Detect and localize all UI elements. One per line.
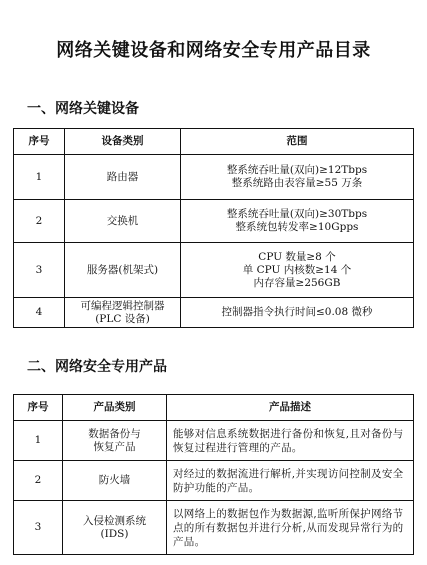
table-row [14, 298, 414, 328]
product-category: 防火墙 [63, 461, 167, 501]
row-number: 2 [14, 461, 63, 501]
network-devices-table [13, 128, 414, 328]
table-row [14, 243, 414, 298]
device-category: 交换机 [65, 200, 181, 243]
row-number: 3 [14, 501, 63, 555]
table-row [14, 461, 414, 501]
row-number: 2 [14, 200, 65, 243]
row-number: 1 [14, 155, 65, 200]
security-products-table [13, 394, 414, 555]
table-row [14, 501, 414, 555]
header-product-description: 产品描述 [167, 395, 414, 421]
product-category: 入侵检测系统 (IDS) [63, 501, 167, 555]
table-header-row [14, 395, 414, 421]
device-scope: 整系统吞吐量(双向)≥12Tbps 整系统路由表容量≥55 万条 [181, 155, 414, 200]
section-heading-network-devices: 一、网络关键设备 [27, 101, 139, 117]
product-description: 能够对信息系统数据进行备份和恢复,且对备份与恢复过程进行管理的产品。 [167, 421, 414, 461]
row-number: 4 [14, 298, 65, 328]
product-description: 对经过的数据流进行解析,并实现访问控制及安全防护功能的产品。 [167, 461, 414, 501]
header-product-category: 产品类别 [63, 395, 167, 421]
section-heading-security-products: 二、网络安全专用产品 [27, 359, 167, 375]
table-row [14, 155, 414, 200]
header-scope: 范围 [181, 129, 414, 155]
device-scope: 控制器指令执行时间≤0.08 微秒 [181, 298, 414, 328]
device-category: 服务器(机架式) [65, 243, 181, 298]
device-scope: 整系统吞吐量(双向)≥30Tbps 整系统包转发率≥10Gpps [181, 200, 414, 243]
product-description: 以网络上的数据包作为数据源,监听所保护网络节点的所有数据包并进行分析,从而发现异常行为的产品。 [167, 501, 414, 555]
header-no: 序号 [14, 129, 65, 155]
row-number: 1 [14, 421, 63, 461]
table-row [14, 200, 414, 243]
page-title: 网络关键设备和网络安全专用产品目录 [56, 40, 371, 61]
table-header-row [14, 129, 414, 155]
header-no: 序号 [14, 395, 63, 421]
row-number: 3 [14, 243, 65, 298]
table-row [14, 421, 414, 461]
product-category: 数据备份与 恢复产品 [63, 421, 167, 461]
header-device-category: 设备类别 [65, 129, 181, 155]
device-category: 可编程逻辑控制器 (PLC 设备) [65, 298, 181, 328]
device-scope: CPU 数量≥8 个 单 CPU 内核数≥14 个 内存容量≥256GB [181, 243, 414, 298]
device-category: 路由器 [65, 155, 181, 200]
